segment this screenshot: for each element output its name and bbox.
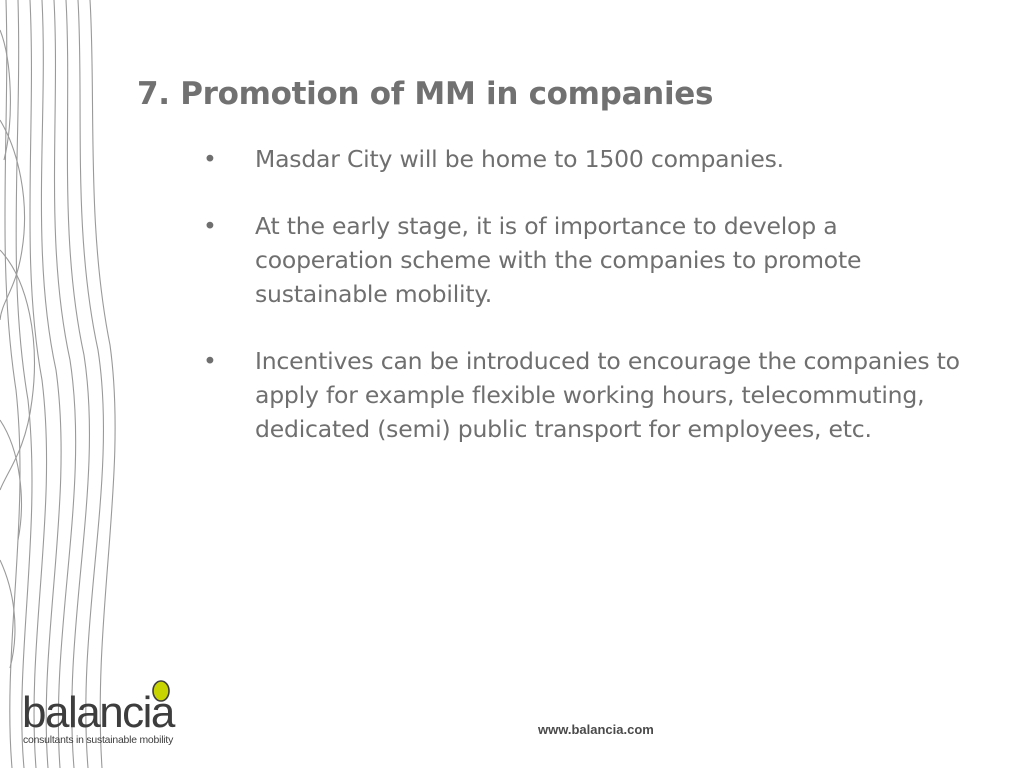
bullet-item-incentives	[200, 344, 960, 446]
bullet-text: Masdar City will be home to 1500 companies.	[255, 145, 784, 173]
slide-title: 7. Promotion of MM in companies	[137, 76, 714, 112]
bullet-text: At the early stage, it is of importance to develop a cooperation scheme with the companies to promote sustainable mobility.	[255, 212, 862, 308]
logo-wordmark: balancia	[22, 688, 174, 737]
balancia-logo	[22, 675, 192, 750]
bullet-list	[200, 142, 960, 479]
bullet-text: Incentives can be introduced to encourage the companies to apply for example flexible working hours, telecommuting, dedicated (semi) public transport for employees, etc.	[255, 347, 960, 443]
website-url: www.balancia.com	[538, 722, 654, 737]
contour-lines-decoration	[0, 0, 150, 768]
bullet-item-companies-count	[200, 142, 960, 176]
logo-tagline: consultants in sustainable mobility	[23, 735, 174, 746]
bullet-marker: •	[203, 347, 217, 375]
bullet-item-cooperation-scheme	[200, 209, 960, 311]
bullet-marker: •	[203, 212, 217, 240]
bullet-marker: •	[203, 145, 217, 173]
